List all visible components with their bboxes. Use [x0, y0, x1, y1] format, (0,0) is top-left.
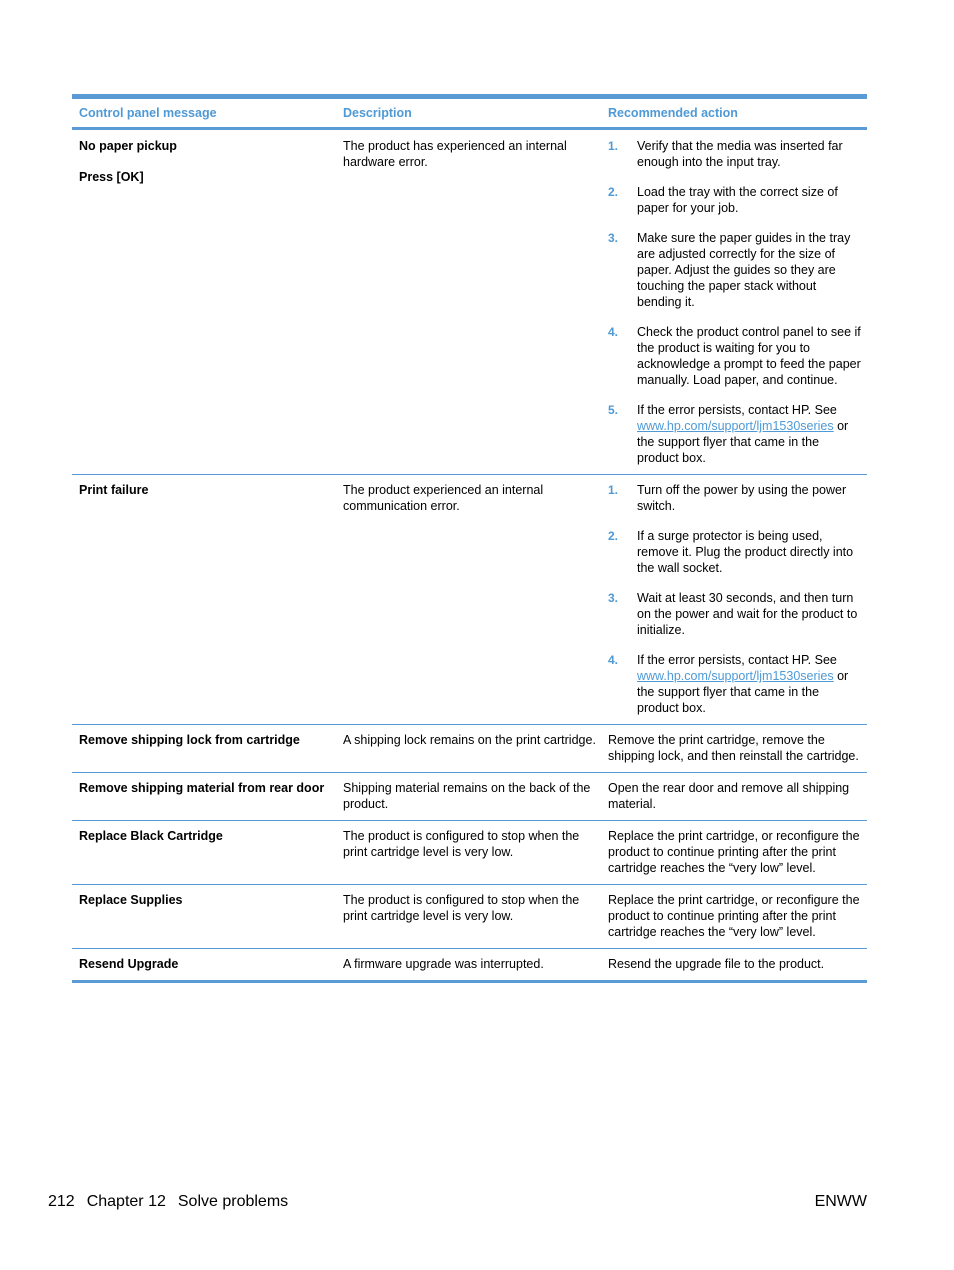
- control-panel-message: [72, 956, 337, 972]
- step-text-post: or the support flyer that came in the product box.: [637, 669, 849, 715]
- table-body: [72, 130, 867, 980]
- recommended-action: Open the rear door and remove all shipping material.: [608, 781, 850, 811]
- description: A shipping lock remains on the print cartridge.: [343, 733, 596, 747]
- control-panel-message: [72, 138, 337, 466]
- action-steps: [608, 482, 863, 716]
- table-row: [72, 772, 867, 820]
- message-line: No paper pickup: [79, 139, 177, 153]
- recommended-action: Resend the upgrade file to the product.: [608, 957, 825, 971]
- control-panel-message: [72, 892, 337, 940]
- message-line: Resend Upgrade: [79, 957, 179, 971]
- action-step: [608, 652, 863, 716]
- header-description: Description: [343, 106, 412, 120]
- step-text-post: or the support flyer that came in the product box.: [637, 419, 849, 465]
- action-step: [608, 184, 863, 216]
- action-step: [608, 528, 863, 576]
- support-link[interactable]: www.hp.com/support/ljm1530series: [637, 419, 834, 433]
- chapter-label: Chapter 12: [86, 1193, 166, 1210]
- recommended-action: [602, 482, 867, 716]
- table-row: [72, 474, 867, 724]
- control-panel-message: [72, 482, 337, 716]
- action-step: [608, 482, 863, 514]
- description: The product has experienced an internal hardware error.: [343, 139, 567, 169]
- action-step: [608, 324, 863, 388]
- step-number: 5.: [608, 403, 619, 417]
- support-link[interactable]: www.hp.com/support/ljm1530series: [637, 669, 834, 683]
- step-number: 4.: [608, 325, 619, 339]
- recommended-action: Replace the print cartridge, or reconfigure the product to continue printing after the print cartridge reaches the “very low” level.: [608, 893, 860, 939]
- message-line: Remove shipping material from rear door: [79, 781, 325, 795]
- control-panel-message: [72, 732, 337, 764]
- table-row: [72, 884, 867, 948]
- troubleshooting-table: [72, 94, 867, 983]
- recommended-action: Replace the print cartridge, or reconfigure the product to continue printing after the print cartridge reaches the “very low” level.: [608, 829, 860, 875]
- description: The product is configured to stop when the print cartridge level is very low.: [343, 893, 580, 923]
- header-recommended-action: Recommended action: [608, 106, 738, 120]
- step-number: 2.: [608, 529, 619, 543]
- message-line: Replace Black Cartridge: [79, 829, 223, 843]
- step-number: 4.: [608, 653, 619, 667]
- recommended-action: [602, 138, 867, 466]
- action-step: [608, 230, 863, 310]
- table-row: [72, 948, 867, 980]
- message-line: Print failure: [79, 483, 149, 497]
- action-step: [608, 590, 863, 638]
- description: The product experienced an internal communication error.: [343, 483, 544, 513]
- header-control-panel-message: Control panel message: [79, 106, 217, 120]
- action-step: [608, 402, 863, 466]
- step-number: 1.: [608, 483, 619, 497]
- step-text: Turn off the power by using the power switch.: [637, 483, 847, 513]
- table-row: [72, 130, 867, 474]
- message-line: Press [OK]: [79, 170, 144, 184]
- step-text: [637, 402, 863, 466]
- step-text: Verify that the media was inserted far enough into the input tray.: [637, 139, 843, 169]
- table-row: [72, 820, 867, 884]
- control-panel-message: [72, 780, 337, 812]
- table-header: [72, 99, 867, 130]
- step-text: Check the product control panel to see if the product is waiting for you to acknowledge a prompt to feed the paper manually. Load paper, and continue.: [637, 325, 861, 387]
- step-number: 2.: [608, 185, 619, 199]
- recommended-action: Remove the print cartridge, remove the shipping lock, and then reinstall the cartridge.: [608, 733, 859, 763]
- step-text: Load the tray with the correct size of paper for your job.: [637, 185, 838, 215]
- step-text: [637, 652, 863, 716]
- footer-left: [48, 1193, 288, 1211]
- action-step: [608, 138, 863, 170]
- action-steps: [608, 138, 863, 466]
- description: The product is configured to stop when the print cartridge level is very low.: [343, 829, 580, 859]
- step-text-pre: If the error persists, contact HP. See: [637, 403, 837, 417]
- message-line: Replace Supplies: [79, 893, 183, 907]
- step-text: Wait at least 30 seconds, and then turn on the power and wait for the product to initialize.: [637, 591, 858, 637]
- chapter-title: Solve problems: [177, 1193, 289, 1210]
- step-number: 1.: [608, 139, 619, 153]
- page-number: 212: [48, 1193, 75, 1210]
- control-panel-message: [72, 828, 337, 876]
- message-line: Remove shipping lock from cartridge: [79, 733, 300, 747]
- step-text: If a surge protector is being used, remove it. Plug the product directly into the wall socket.: [637, 529, 854, 575]
- step-text-pre: If the error persists, contact HP. See: [637, 653, 837, 667]
- step-number: 3.: [608, 231, 619, 245]
- step-text: Make sure the paper guides in the tray are adjusted correctly for the size of paper. Adjust the guides so they are touching the paper stack without bending it.: [637, 231, 851, 309]
- step-number: 3.: [608, 591, 619, 605]
- description: A firmware upgrade was interrupted.: [343, 957, 544, 971]
- table-row: [72, 724, 867, 772]
- description: Shipping material remains on the back of the product.: [343, 781, 591, 811]
- footer-locale: ENWW: [814, 1193, 867, 1210]
